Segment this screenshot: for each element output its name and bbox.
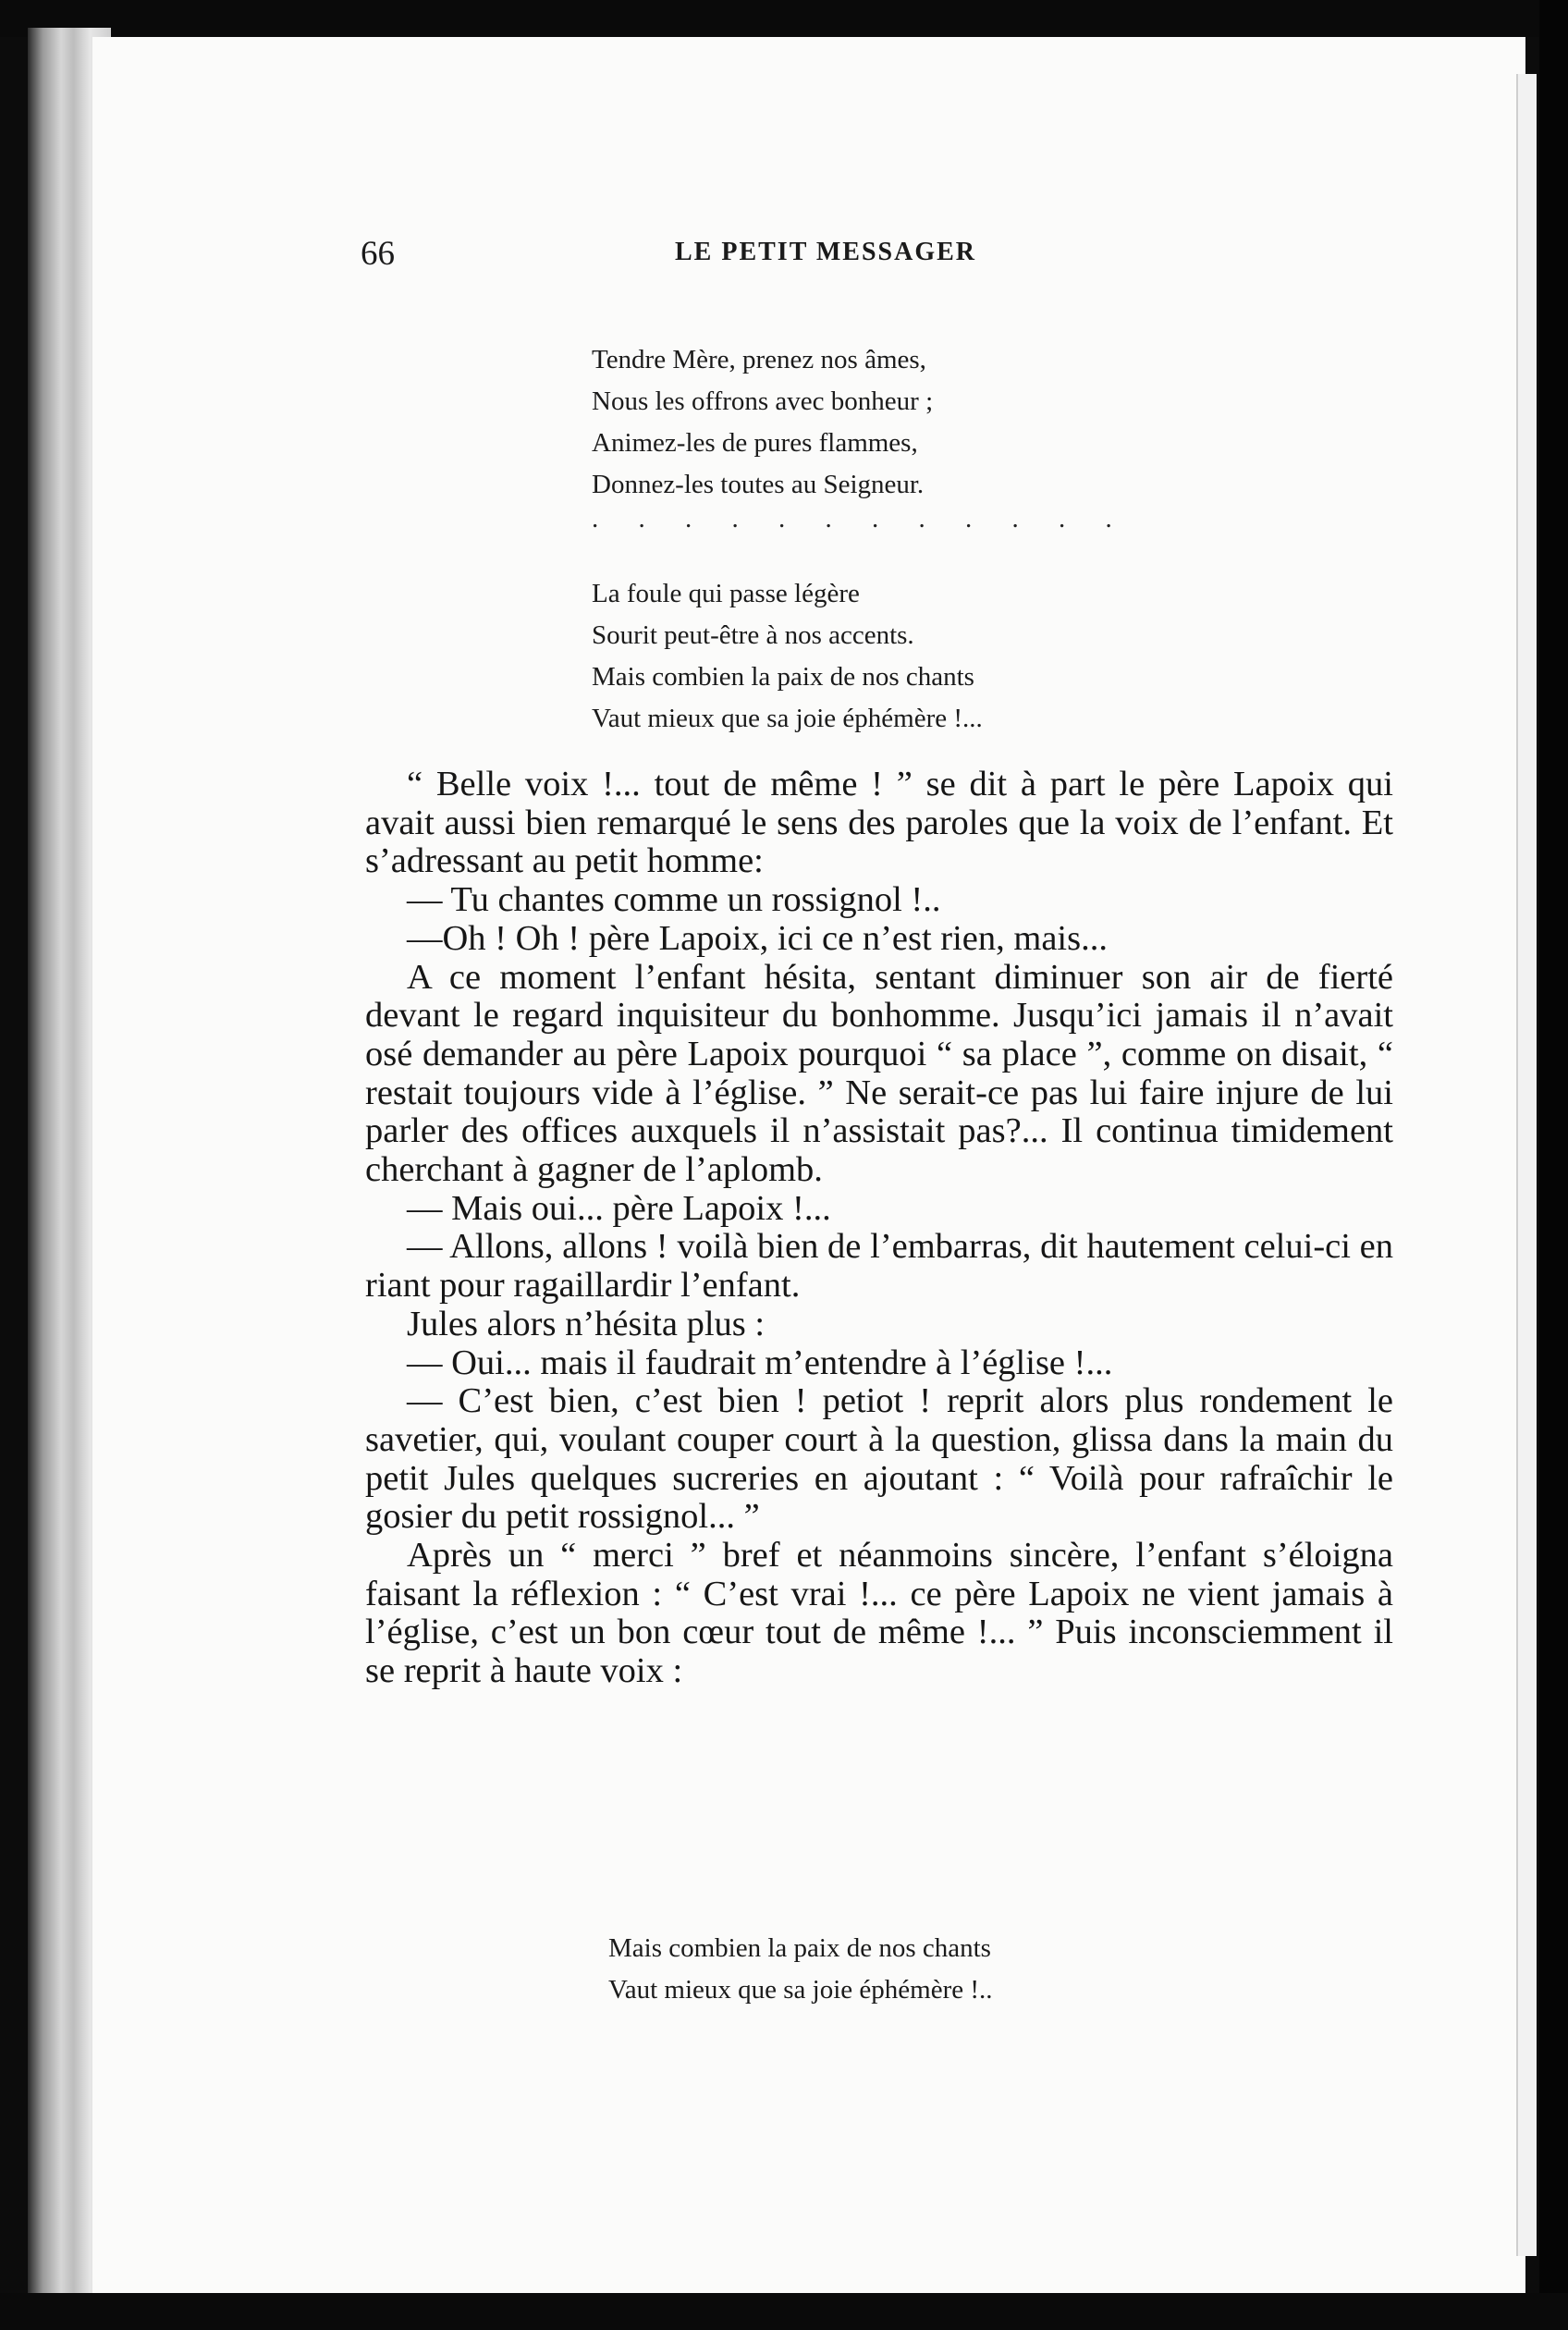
verse-stanza-3 bbox=[608, 1928, 993, 2011]
verse-line: Vaut mieux que sa joie éphémère !.. bbox=[608, 1975, 993, 2005]
verse-stanza-1 bbox=[592, 339, 933, 506]
paragraph: “ Belle voix !... tout de même ! ” se dit à part le père Lapoix qui avait aussi bien remarqué le sens des paroles que la voix de l’enfant. Et s’adressant au petit homme: bbox=[365, 765, 1393, 881]
page-header bbox=[361, 234, 1063, 280]
scan-border-right bbox=[1539, 0, 1568, 2330]
ellipsis-dots: . . . . . . . . . . . . bbox=[592, 504, 1129, 533]
prose-body bbox=[365, 766, 1393, 1691]
paragraph: — C’est bien, c’est bien ! petiot ! reprit alors plus rondement le savetier, qui, voulant couper court à la question, glissa dans la main du petit Jules quelques sucreries en ajoutant : “ Voilà pour rafraîchir le gosier du petit rossignol... ” bbox=[365, 1381, 1393, 1537]
paragraph: A ce moment l’enfant hésita, sentant diminuer son air de fierté devant le regard inquisiteur du bonhomme. Jusqu’ici jamais il n’avait osé demander au père Lapoix pourquoi “ sa place ”, comme on disait, “ restait toujours vide à l’église. ” Ne serait-ce pas lui faire injure de lui parler des offices auxquels il n’assistait pas?... Il continua timidement cherchant à gagner de l’aplomb. bbox=[365, 957, 1393, 1190]
paragraph: Jules alors n’hésita plus : bbox=[407, 1304, 766, 1343]
verse-line: Vaut mieux que sa joie éphémère !... bbox=[592, 704, 983, 733]
running-head: LE PETIT MESSAGER bbox=[675, 238, 977, 266]
verse-line: Mais combien la paix de nos chants bbox=[592, 662, 974, 692]
facing-page-edge bbox=[1516, 74, 1537, 2256]
paragraph: — Mais oui... père Lapoix !... bbox=[407, 1188, 831, 1228]
scan-border-bottom bbox=[0, 2293, 1568, 2330]
paragraph: — Allons, allons ! voilà bien de l’embarras, dit hautement celui-ci en riant pour ragaillardir l’enfant. bbox=[365, 1227, 1393, 1306]
paragraph: — Oui... mais il faudrait m’entendre à l’église !... bbox=[407, 1343, 1113, 1382]
verse-line: Donnez-les toutes au Seigneur. bbox=[592, 470, 925, 499]
paragraph: Après un “ merci ” bref et néanmoins sincère, l’enfant s’éloigna faisant la réflexion : “ C’est vrai !... ce père Lapoix ne vient jamais à l’église, c’est un bon cœur tout de même !... ” Puis inconsciemment il se reprit à haute voix : bbox=[365, 1536, 1393, 1691]
verse-stanza-2 bbox=[592, 573, 983, 740]
verse-line: La foule qui passe légère bbox=[592, 579, 860, 608]
paragraph: — Tu chantes comme un rossignol !.. bbox=[407, 880, 941, 920]
page-number: 66 bbox=[361, 235, 395, 273]
paragraph: —Oh ! Oh ! père Lapoix, ici ce n’est rien, mais... bbox=[407, 918, 1108, 958]
scan-border-top bbox=[0, 0, 1568, 37]
verse-line: Tendre Mère, prenez nos âmes, bbox=[592, 345, 926, 374]
verse-line: Sourit peut-être à nos accents. bbox=[592, 620, 914, 650]
verse-line: Mais combien la paix de nos chants bbox=[608, 1933, 991, 1963]
verse-line: Nous les offrons avec bonheur ; bbox=[592, 386, 934, 416]
verse-line: Animez-les de pures flammes, bbox=[592, 428, 918, 458]
